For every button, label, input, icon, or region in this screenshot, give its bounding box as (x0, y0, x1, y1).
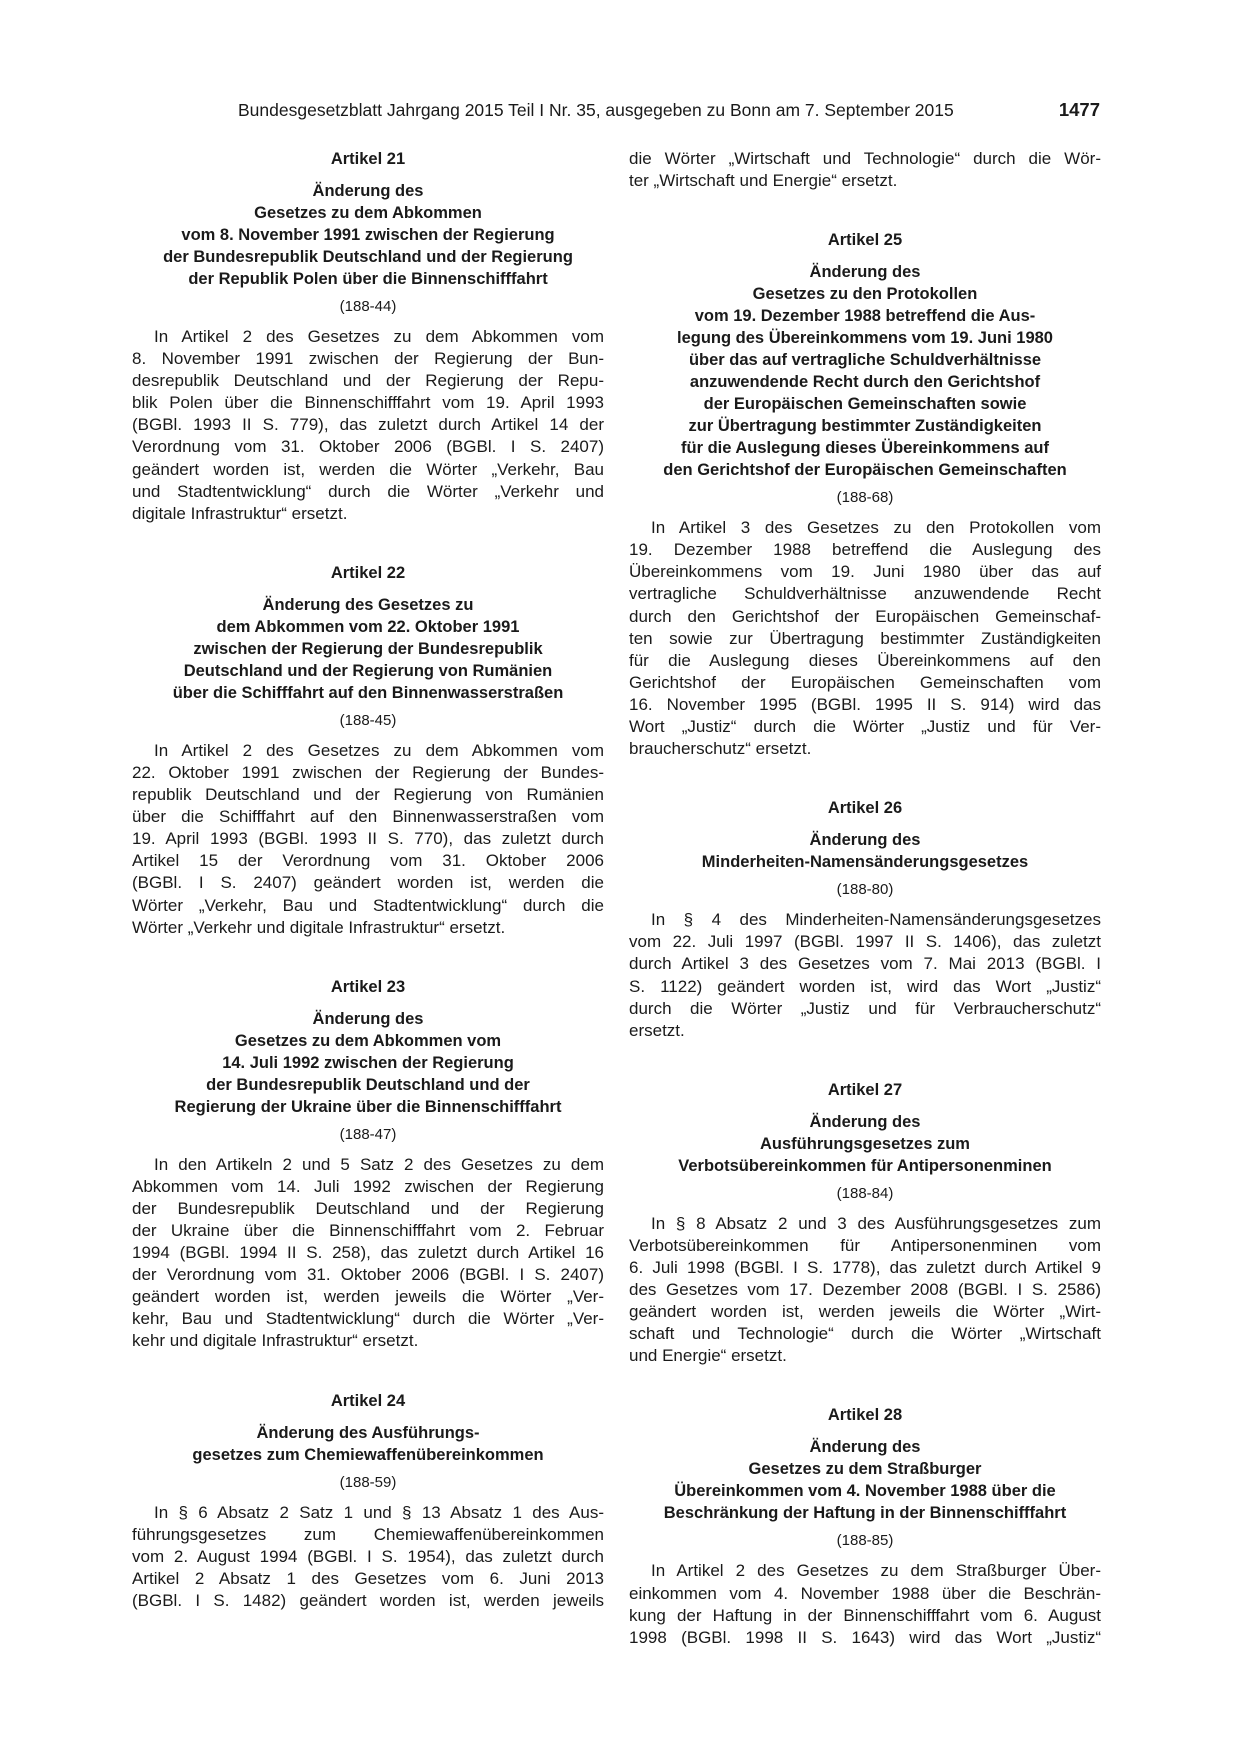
title-line: Änderung des (809, 1112, 921, 1131)
text-line: Gerichtshof der Europäischen Gemeinschaften vom (629, 672, 1101, 692)
text-line: In § 6 Absatz 2 Satz 1 und § 13 Absatz 1 des Aus- (154, 1502, 604, 1522)
title-line: Gesetzes zu dem Abkommen (254, 204, 482, 222)
text-line: der Verordnung vom 31. Oktober 2006 (BGBl. I S. 2407) (132, 1265, 604, 1285)
article-number: Artikel 25 (827, 231, 903, 250)
fna-number: (188-68) (836, 489, 894, 507)
fna-number: (188-85) (836, 1532, 894, 1550)
title-line: über das auf vertragliche Schuldverhältnisse (688, 351, 1042, 370)
text-line: vertragliche Schuldverhältnisse anzuwendende Recht (629, 584, 1101, 604)
article-text (629, 517, 1101, 760)
title-line: Verbotsübereinkommen für Antipersonenminen (678, 1156, 1052, 1175)
text-line: durch die Wörter „Justiz und für Verbraucherschutz“ (629, 998, 1101, 1018)
text-line: vom 22. Juli 1997 (BGBl. 1997 II S. 1406), das zuletzt (629, 932, 1101, 952)
text-line: 22. Oktober 1991 zwischen der Regierung der Bundes- (132, 762, 604, 782)
title-line: Änderung des (809, 263, 921, 282)
title-line: Änderung des (312, 182, 424, 200)
title-line: Gesetzes zu dem Straßburger (748, 1460, 982, 1479)
article-text (629, 1560, 1101, 1648)
article-number: Artikel 27 (827, 1080, 903, 1099)
article-text (132, 1154, 604, 1353)
title-line: Beschränkung der Haftung in der Binnenschifffahrt (663, 1504, 1067, 1523)
text-line: geändert worden ist, werden jeweils die Wörter „Wirt- (629, 1302, 1101, 1322)
title-line: Änderung des Ausführungs- (256, 1423, 480, 1442)
fna-number: (188-59) (339, 1473, 397, 1491)
title-line: Deutschland und der Regierung von Rumänien (183, 661, 553, 680)
text-line: In Artikel 2 des Gesetzes zu dem Abkommen vom (154, 740, 604, 760)
title-line: Ausführungsgesetzes zum (760, 1134, 970, 1153)
fna-number: (188-84) (836, 1184, 894, 1202)
article-text (132, 740, 604, 939)
text-line: 16. November 1995 (BGBl. 1995 II S. 914) wird das (629, 694, 1101, 714)
title-line: Änderung des (809, 831, 921, 850)
text-line: vom 2. August 1994 (BGBl. I S. 1954), das zuletzt durch (132, 1546, 604, 1566)
text-line: 6. Juli 1998 (BGBl. I S. 1778), das zuletzt durch Artikel 9 (629, 1257, 1101, 1277)
text-line: schaft und Technologie“ durch die Wörter „Wirtschaft (629, 1324, 1101, 1344)
title-line: Gesetzes zu den Protokollen (752, 285, 978, 304)
text-line: 19. Dezember 1988 betreffend die Auslegung des (629, 540, 1101, 560)
article-number: Artikel 21 (330, 150, 406, 168)
text-line: Wort „Justiz“ durch die Wörter „Justiz und für Ver- (629, 717, 1101, 737)
text-line: Wörter „Verkehr und digitale Infrastruktur“ ersetzt. (132, 917, 506, 937)
article-25 (629, 229, 1101, 760)
fna-number: (188-80) (836, 881, 894, 899)
text-line: In Artikel 2 des Gesetzes zu dem Straßburger Über- (651, 1561, 1101, 1581)
text-line: 1994 (BGBl. 1994 II S. 258), das zuletzt durch Artikel 16 (132, 1243, 604, 1263)
text-line: kung der Haftung in der Binnenschifffahrt vom 6. August (629, 1605, 1101, 1625)
left-column (132, 148, 604, 1708)
title-line: Minderheiten-Namensänderungsgesetzes (701, 853, 1029, 872)
text-line: kehr, Bau und Stadtentwicklung“ durch die Wörter „Ver- (132, 1309, 604, 1329)
title-line: Änderung des Gesetzes zu (262, 595, 474, 614)
text-line: Wörter „Verkehr, Bau und Stadtentwicklung“ durch die (132, 895, 604, 915)
article-21 (132, 148, 604, 525)
article-number: Artikel 28 (827, 1406, 903, 1425)
text-line: Abkommen vom 14. Juli 1992 zwischen der Regierung (132, 1176, 604, 1196)
title-line: der Bundesrepublik Deutschland und der Regierung (163, 248, 573, 266)
article-title (132, 1008, 604, 1118)
article-24 (132, 1390, 604, 1612)
text-line: S. 1122) geändert worden ist, wird das Wort „Justiz“ (629, 976, 1101, 996)
article-title (132, 180, 604, 290)
title-line: Gesetzes zu dem Abkommen vom (234, 1031, 502, 1050)
title-line: gesetzes zum Chemiewaffenübereinkommen (192, 1445, 544, 1464)
text-line: (BGBl. 1993 II S. 779), das zuletzt durch Artikel 14 der (132, 415, 604, 435)
title-line: vom 8. November 1991 zwischen der Regierung (181, 226, 555, 244)
article-number: Artikel 22 (330, 563, 406, 582)
article-27 (629, 1079, 1101, 1368)
title-line: der Republik Polen über die Binnenschifffahrt (188, 270, 548, 288)
text-line: ten sowie zur Übertragung bestimmter Zuständigkeiten (629, 628, 1101, 648)
article-text (132, 1502, 604, 1612)
fna-number: (188-45) (339, 711, 397, 729)
article-number: Artikel 26 (827, 799, 903, 818)
article-title (629, 261, 1101, 481)
text-line: die Wörter „Wirtschaft und Technologie“ durch die Wör- (629, 149, 1101, 168)
article-26 (629, 797, 1101, 1042)
page-header (238, 98, 1100, 122)
text-line: geändert worden ist, werden die Wörter „Verkehr, Bau (132, 459, 604, 479)
text-line: Verbotsübereinkommen für Antipersonenminen vom (629, 1235, 1101, 1255)
article-23 (132, 976, 604, 1353)
article-number: Artikel 23 (330, 977, 406, 996)
text-line: durch Artikel 3 des Gesetzes vom 7. Mai 2013 (BGBl. I (629, 954, 1101, 974)
article-number: Artikel 24 (330, 1391, 406, 1410)
page-number: 1477 (1058, 99, 1100, 120)
article-28 (629, 1404, 1101, 1648)
text-line: 19. April 1993 (BGBl. 1993 II S. 770), das zuletzt durch (132, 829, 604, 849)
title-line: für die Auslegung dieses Übereinkommens auf (681, 439, 1049, 458)
text-line: des Gesetzes vom 17. Dezember 2008 (BGBl. I S. 2586) (629, 1280, 1101, 1300)
text-line: In § 4 des Minderheiten-Namensänderungsgesetzes (651, 910, 1101, 930)
article-24-continuation (629, 148, 1101, 192)
text-line: Übereinkommens vom 19. Juni 1980 über das auf (629, 562, 1101, 582)
fna-number: (188-47) (339, 1125, 397, 1143)
text-line: In den Artikeln 2 und 5 Satz 2 des Gesetzes zu dem (154, 1154, 604, 1174)
text-line: für die Auslegung dieses Übereinkommens auf den (629, 650, 1101, 670)
text-line: ter „Wirtschaft und Energie“ ersetzt. (629, 171, 898, 191)
text-line: republik Deutschland und der Regierung von Rumänien (132, 785, 604, 805)
title-line: der Bundesrepublik Deutschland und der (206, 1075, 530, 1094)
text-line: einkommen vom 4. November 1988 über die Beschrän- (629, 1583, 1101, 1603)
title-line: Änderung des (312, 1009, 424, 1028)
title-line: anzuwendende Recht durch den Gerichtshof (689, 373, 1041, 392)
title-line: der Europäischen Gemeinschaften sowie (703, 395, 1027, 414)
right-column (629, 148, 1101, 1708)
article-title (629, 1111, 1101, 1177)
article-text (629, 1213, 1101, 1368)
title-line: über die Schifffahrt auf den Binnenwasserstraßen (172, 683, 564, 702)
title-line: 14. Juli 1992 zwischen der Regierung (222, 1053, 514, 1072)
article-title (629, 1436, 1101, 1524)
text-line: braucherschutz“ ersetzt. (629, 739, 812, 759)
title-line: Regierung der Ukraine über die Binnenschifffahrt (174, 1097, 562, 1116)
article-title (132, 594, 604, 704)
text-line: ersetzt. (629, 1020, 685, 1040)
title-line: dem Abkommen vom 22. Oktober 1991 (216, 617, 520, 636)
text-line: In Artikel 3 des Gesetzes zu den Protokollen vom (651, 518, 1101, 538)
text-line: digitale Infrastruktur“ ersetzt. (132, 503, 348, 523)
text-line: In Artikel 2 des Gesetzes zu dem Abkommen vom (154, 327, 604, 346)
text-line: der Bundesrepublik Deutschland und der Regierung (132, 1198, 604, 1218)
title-line: zur Übertragung bestimmter Zuständigkeiten (688, 417, 1042, 436)
article-title (132, 1422, 604, 1466)
text-line: In § 8 Absatz 2 und 3 des Ausführungsgesetzes zum (651, 1213, 1101, 1233)
text-line: über die Schifffahrt auf den Binnenwasserstraßen vom (132, 807, 604, 827)
text-line: (BGBl. I S. 2407) geändert worden ist, werden die (132, 873, 604, 893)
title-line: legung des Übereinkommens vom 19. Juni 1980 (677, 329, 1053, 348)
title-line: Änderung des (809, 1438, 921, 1457)
text-line: blik Polen über die Binnenschifffahrt vom 19. April 1993 (132, 393, 604, 413)
text-line: und Stadtentwicklung“ durch die Wörter „Verkehr und (132, 481, 604, 501)
text-line: desrepublik Deutschland und der Regierung der Repu- (132, 371, 604, 391)
text-line: 1998 (BGBl. 1998 II S. 1643) wird das Wort „Justiz“ (629, 1627, 1101, 1647)
title-line: Übereinkommen vom 4. November 1988 über die (674, 1482, 1056, 1501)
text-line: durch den Gerichtshof der Europäischen Gemeinschaf- (629, 606, 1101, 626)
fna-number: (188-44) (339, 298, 397, 315)
text-line: 8. November 1991 zwischen der Regierung der Bun- (132, 349, 604, 369)
article-title (629, 829, 1101, 873)
text-line: der Ukraine über die Binnenschifffahrt vom 2. Februar (132, 1220, 604, 1240)
text-line: kehr und digitale Infrastruktur“ ersetzt. (132, 1331, 419, 1351)
article-text (132, 326, 604, 525)
text-line: (BGBl. I S. 1482) geändert worden ist, werden jeweils (132, 1590, 604, 1610)
text-line: Verordnung vom 31. Oktober 2006 (BGBl. I S. 2407) (132, 437, 604, 457)
article-text (629, 909, 1101, 1042)
title-line: zwischen der Regierung der Bundesrepublik (193, 639, 543, 658)
title-line: vom 19. Dezember 1988 betreffend die Aus- (694, 307, 1036, 326)
text-line: Artikel 15 der Verordnung vom 31. Oktober 2006 (132, 851, 604, 871)
text-line: geändert worden ist, werden jeweils die Wörter „Ver- (132, 1287, 604, 1307)
text-line: führungsgesetzes zum Chemiewaffenübereinkommen (132, 1524, 604, 1544)
text-line: und Energie“ ersetzt. (629, 1346, 787, 1366)
title-line: den Gerichtshof der Europäischen Gemeinschaften (663, 461, 1067, 480)
article-22 (132, 562, 604, 939)
running-title: Bundesgesetzblatt Jahrgang 2015 Teil I Nr. 35, ausgegeben zu Bonn am 7. September 2015 (238, 100, 954, 120)
text-line: Artikel 2 Absatz 1 des Gesetzes vom 6. Juni 2013 (132, 1568, 604, 1588)
